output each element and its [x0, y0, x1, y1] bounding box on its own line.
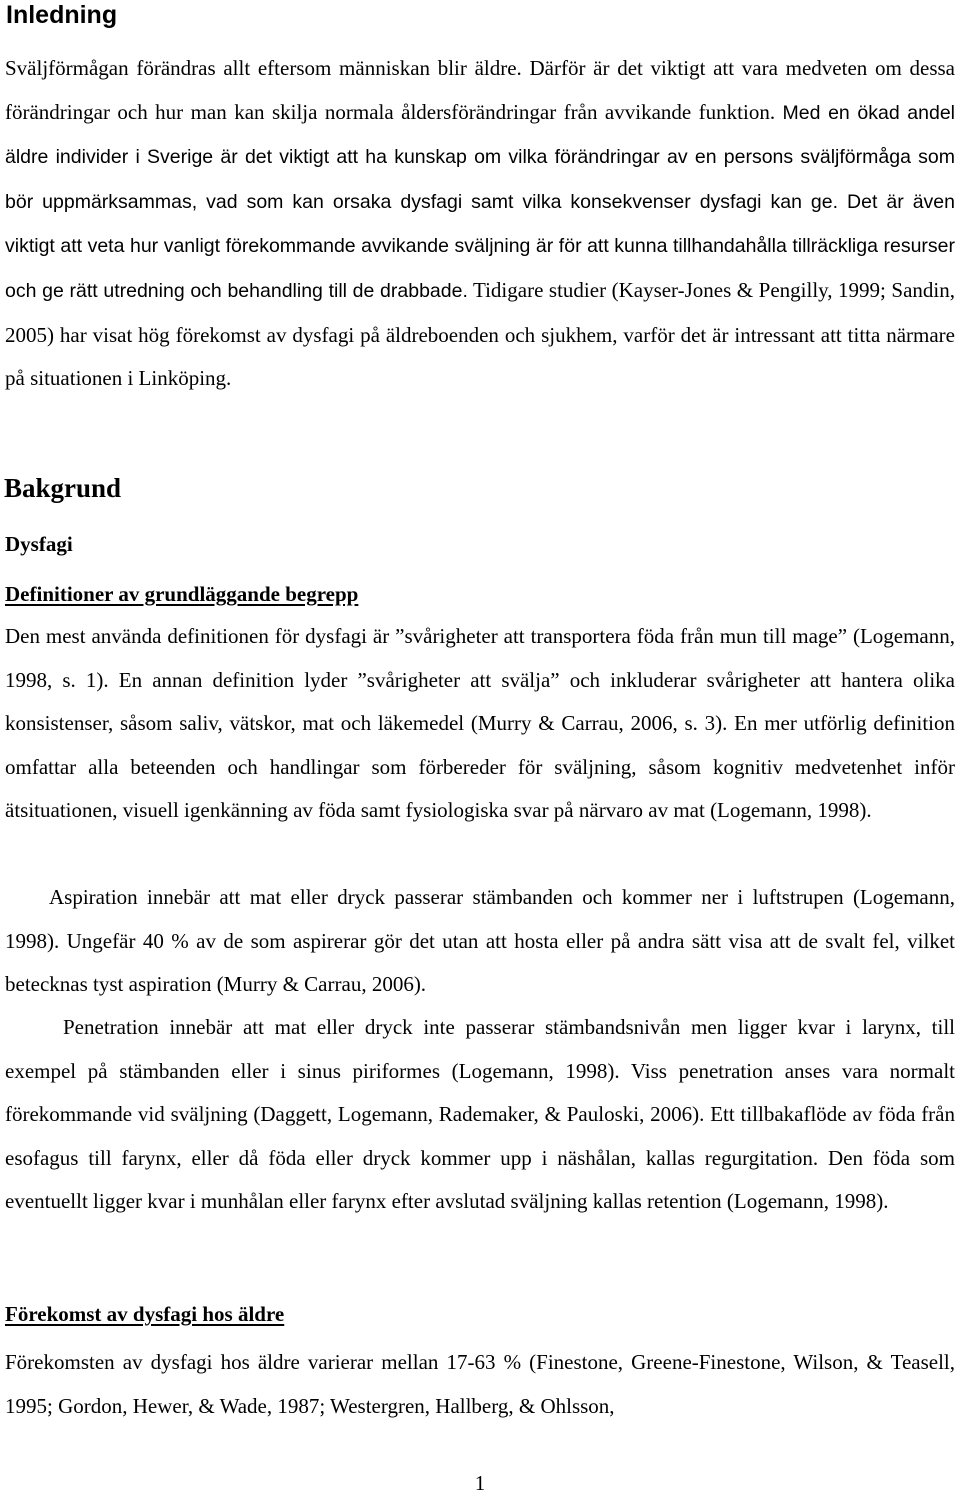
heading-dysfagi: Dysfagi [5, 532, 73, 556]
paragraph-aspiration: Aspiration innebär att mat eller dryck passerar stämbanden och kommer ner i luftstrupen (Logemann, 1998). Ungefär 40 % av de som aspirerar gör det utan att hosta eller på andra sätt visa att de svalt fel, vilket betecknas tyst aspiration (Murry & Carrau, 2006). [5, 885, 955, 997]
heading-bakgrund: Bakgrund [4, 473, 122, 503]
paragraph-inledning [5, 47, 955, 401]
paragraph-inledning-part-3: Tidigare studier (Kayser-Jones & Pengilly, 1999; Sandin, 2005) har visat hög förekomst av dysfagi på äldreboenden och sjukhem, varför det är intressant att titta närmare på situationen i Linköping. [5, 277, 955, 391]
paragraph-forekomst: Förekomsten av dysfagi hos äldre varierar mellan 17-63 % (Finestone, Greene-Finestone, Wilson, & Teasell, 1995; Gordon, Hewer, & Wade, 1987; Westergren, Hallberg, & Ohlsson, [5, 1350, 955, 1418]
page-number: 1 [474, 1471, 486, 1495]
heading-inledning: Inledning [6, 1, 118, 29]
paragraph-definition-dysfagi: Den mest använda definitionen för dysfagi är ”svårigheter att transportera föda från mun till mage” (Logemann, 1998, s. 1). En annan definition lyder ”svårigheter att svälja” och inkluderar svårigheter att hantera olika konsistenser, såsom saliv, vätskor, mat och läkemedel (Murry & Carrau, 2006, s. 3). En mer utförlig definition omfattar alla beteenden och handlingar som förbereder för sväljning, såsom kognitiv medvetenhet inför ätsituationen, visuell igenkänning av föda samt fysiologiska svar på närvaro av mat (Logemann, 1998). [5, 624, 955, 823]
paragraph-penetration: Penetration innebär att mat eller dryck inte passerar stämbandsnivån men ligger kvar i larynx, till exempel på stämbanden eller i sinus piriformes (Logemann, 1998). Viss penetration anses vara normalt förekommande vid sväljning (Daggett, Logemann, Rademaker, & Pauloski, 2006). Ett tillbakaflöde av föda från esofagus till farynx, eller då föda eller dryck kommer upp i näshålan, kallas regurgitation. Den föda som eventuellt ligger kvar i munhålan eller farynx efter avslutad sväljning kallas retention (Logemann, 1998). [5, 1015, 955, 1214]
heading-definitioner: Definitioner av grundläggande begrepp [5, 582, 359, 606]
heading-forekomst: Förekomst av dysfagi hos äldre [5, 1302, 285, 1326]
paragraph-inledning-part-2: Med en ökad andel äldre individer i Sverige är det viktigt att ha kunskap om vilka förändringar av en persons sväljförmåga som bör uppmärksammas, vad som kan orsaka dysfagi samt vilka konsekvenser dysfagi kan ge. Det är även viktigt att veta hur vanligt förekommande avvikande sväljning är för att kunna tillhandahålla tillräckliga resurser och ge rätt utredning och behandling till de drabbade. [5, 101, 956, 302]
paragraph-inledning-part-1: Sväljförmågan förändras allt eftersom människan blir äldre. Därför är det viktigt att vara medveten om dessa förändringar och hur man kan skilja normala åldersförändringar från avvikande funktion. [5, 56, 955, 124]
